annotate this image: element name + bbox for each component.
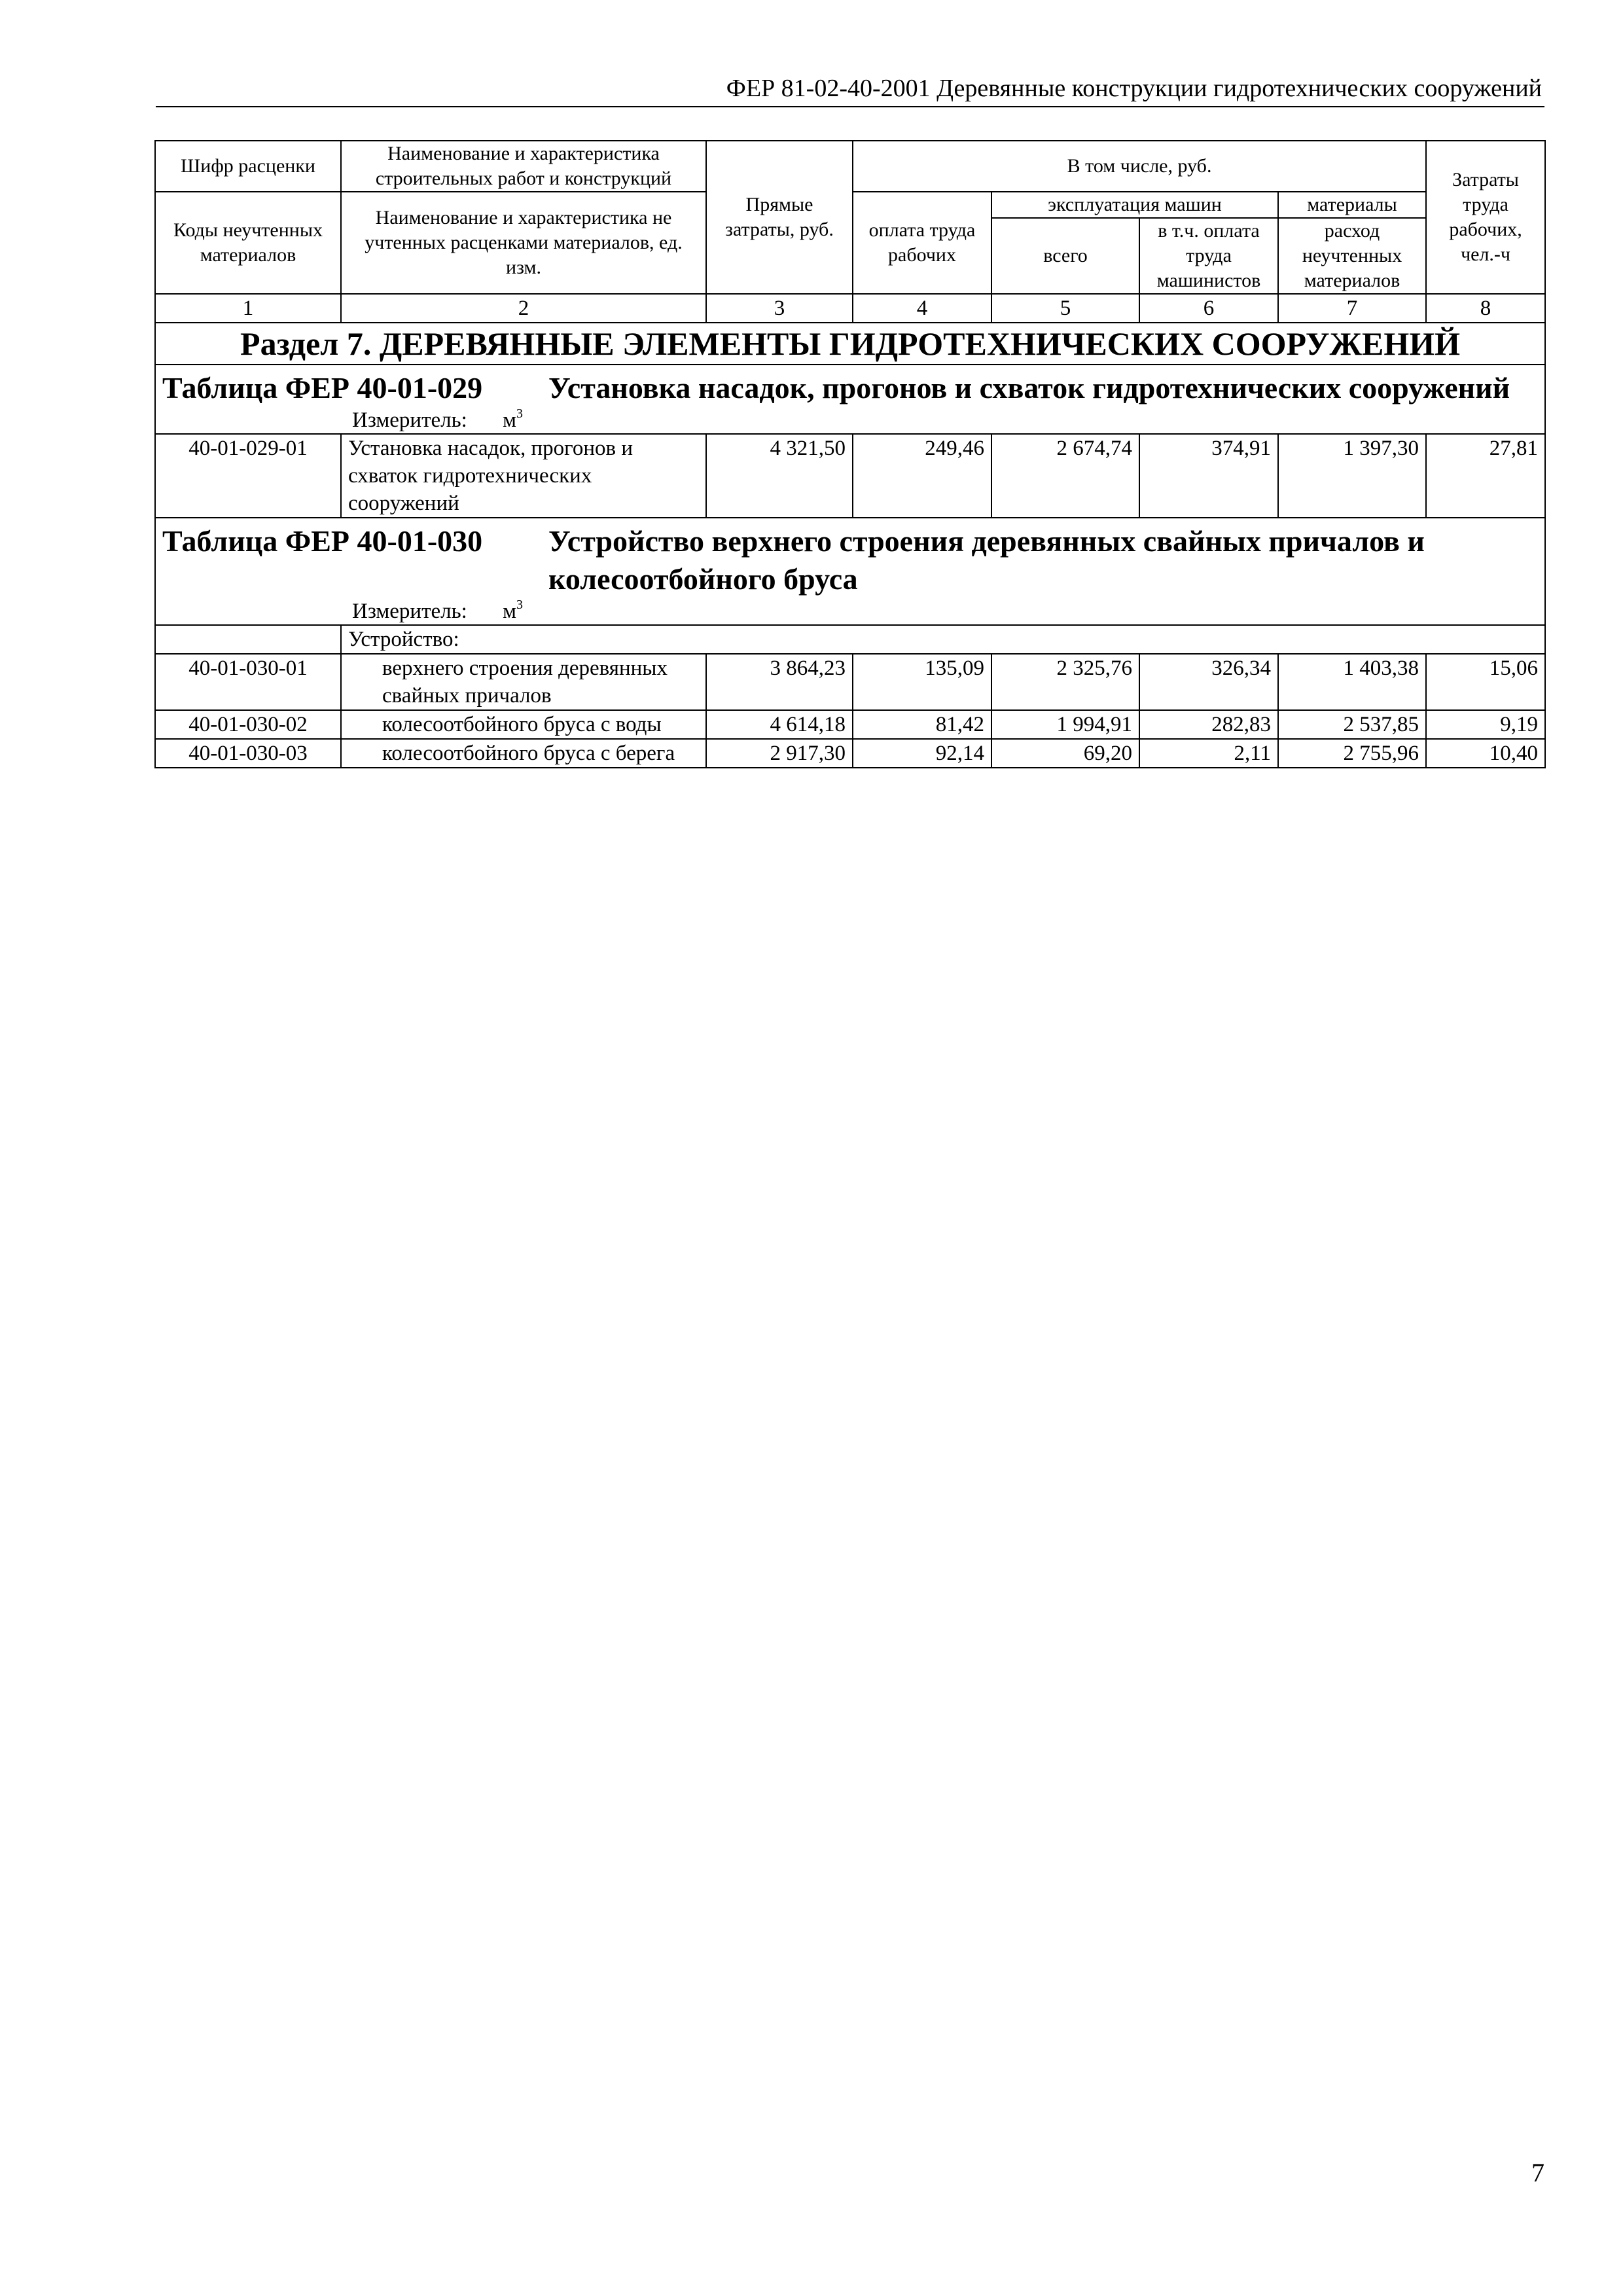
header-operators-pay: в т.ч. оплата труда машинистов <box>1139 218 1278 294</box>
rate-code: 40-01-030-01 <box>155 654 341 710</box>
measure-line <box>162 407 1538 433</box>
column-number: 7 <box>1278 294 1426 323</box>
labor-hours: 10,40 <box>1426 739 1545 768</box>
group-label-row <box>155 625 1545 654</box>
labor-pay: 92,14 <box>853 739 991 768</box>
rate-name: колесоотбойного бруса с воды <box>341 710 706 739</box>
materials: 2 537,85 <box>1278 710 1426 739</box>
column-number: 6 <box>1139 294 1278 323</box>
table-row <box>155 434 1545 518</box>
table-row <box>155 710 1545 739</box>
labor-hours: 27,81 <box>1426 434 1545 518</box>
direct-costs: 3 864,23 <box>706 654 853 710</box>
header-including-group: В том числе, руб. <box>853 141 1426 192</box>
header-machines-total: всего <box>991 218 1139 294</box>
section-row <box>155 323 1545 365</box>
rate-name: верхнего строения деревянных свайных причалов <box>341 654 706 710</box>
machines-total: 2 674,74 <box>991 434 1139 518</box>
running-header: ФЕР 81-02-40-2001 Деревянные конструкции гидротехнических сооружений <box>156 71 1544 107</box>
section-title: Раздел 7. ДЕРЕВЯННЫЕ ЭЛЕМЕНТЫ ГИДРОТЕХНИЧЕСКИХ СООРУЖЕНИЙ <box>155 323 1545 365</box>
rate-name: колесоотбойного бруса с берега <box>341 739 706 768</box>
rate-code: 40-01-029-01 <box>155 434 341 518</box>
direct-costs: 2 917,30 <box>706 739 853 768</box>
measure-unit: м <box>503 408 516 432</box>
header-materials-group: материалы <box>1278 192 1426 218</box>
materials: 1 397,30 <box>1278 434 1426 518</box>
measure-label: Измеритель: <box>352 408 467 432</box>
header-row-1 <box>155 141 1545 192</box>
labor-hours: 9,19 <box>1426 710 1545 739</box>
table-title-block <box>155 518 1545 625</box>
operators-pay: 326,34 <box>1139 654 1278 710</box>
machines-total: 2 325,76 <box>991 654 1139 710</box>
labor-pay: 249,46 <box>853 434 991 518</box>
header-labor-pay: оплата труда рабочих <box>853 192 991 294</box>
measure-line <box>162 598 1538 624</box>
header-labor-hours: Затраты труда рабочих, чел.-ч <box>1426 141 1545 294</box>
materials: 2 755,96 <box>1278 739 1426 768</box>
rate-name: Установка насадок, прогонов и схваток гидротехнических сооружений <box>341 434 706 518</box>
table-code: Таблица ФЕР 40-01-029 <box>162 371 483 404</box>
column-number: 1 <box>155 294 341 323</box>
labor-pay: 135,09 <box>853 654 991 710</box>
materials: 1 403,38 <box>1278 654 1426 710</box>
operators-pay: 282,83 <box>1139 710 1278 739</box>
table-name: Установка насадок, прогонов и схваток гидротехнических сооружений <box>548 371 1510 404</box>
column-number: 2 <box>341 294 706 323</box>
column-number: 3 <box>706 294 853 323</box>
measure-label: Измеритель: <box>352 600 467 623</box>
rates-table <box>154 140 1546 768</box>
labor-hours: 15,06 <box>1426 654 1545 710</box>
column-number: 8 <box>1426 294 1545 323</box>
table-title-row <box>155 365 1545 434</box>
page-number: 7 <box>1531 2158 1544 2187</box>
direct-costs: 4 321,50 <box>706 434 853 518</box>
table-title-block <box>155 365 1545 434</box>
table-row <box>155 654 1545 710</box>
header-machines-group: эксплуатация машин <box>991 192 1278 218</box>
labor-pay: 81,42 <box>853 710 991 739</box>
operators-pay: 2,11 <box>1139 739 1278 768</box>
group-label: Устройство: <box>341 625 1545 654</box>
column-numbers-row <box>155 294 1545 323</box>
measure-unit: м <box>503 600 516 623</box>
machines-total: 1 994,91 <box>991 710 1139 739</box>
operators-pay: 374,91 <box>1139 434 1278 518</box>
rate-code: 40-01-030-03 <box>155 739 341 768</box>
header-col2-bottom: Наименование и характеристика не учтенных расценками материалов, ед. изм. <box>341 192 706 294</box>
machines-total: 69,20 <box>991 739 1139 768</box>
table-row <box>155 739 1545 768</box>
column-number: 4 <box>853 294 991 323</box>
table-name: Устройство верхнего строения деревянных свайных причалов и колесоотбойного бруса <box>548 524 1425 596</box>
header-unaccounted-materials: расход неучтенных материалов <box>1278 218 1426 294</box>
measure-power: 3 <box>516 598 523 612</box>
header-col2-top: Наименование и характеристика строительных работ и конструкций <box>341 141 706 192</box>
measure-power: 3 <box>516 406 523 421</box>
table-code: Таблица ФЕР 40-01-030 <box>162 524 483 558</box>
rate-code: 40-01-030-02 <box>155 710 341 739</box>
header-col1-bottom: Коды неучтенных материалов <box>155 192 341 294</box>
empty-cell <box>155 625 341 654</box>
header-direct-costs: Прямые затраты, руб. <box>706 141 853 294</box>
direct-costs: 4 614,18 <box>706 710 853 739</box>
header-col1-top: Шифр расценки <box>155 141 341 192</box>
column-number: 5 <box>991 294 1139 323</box>
table-title-row <box>155 518 1545 625</box>
